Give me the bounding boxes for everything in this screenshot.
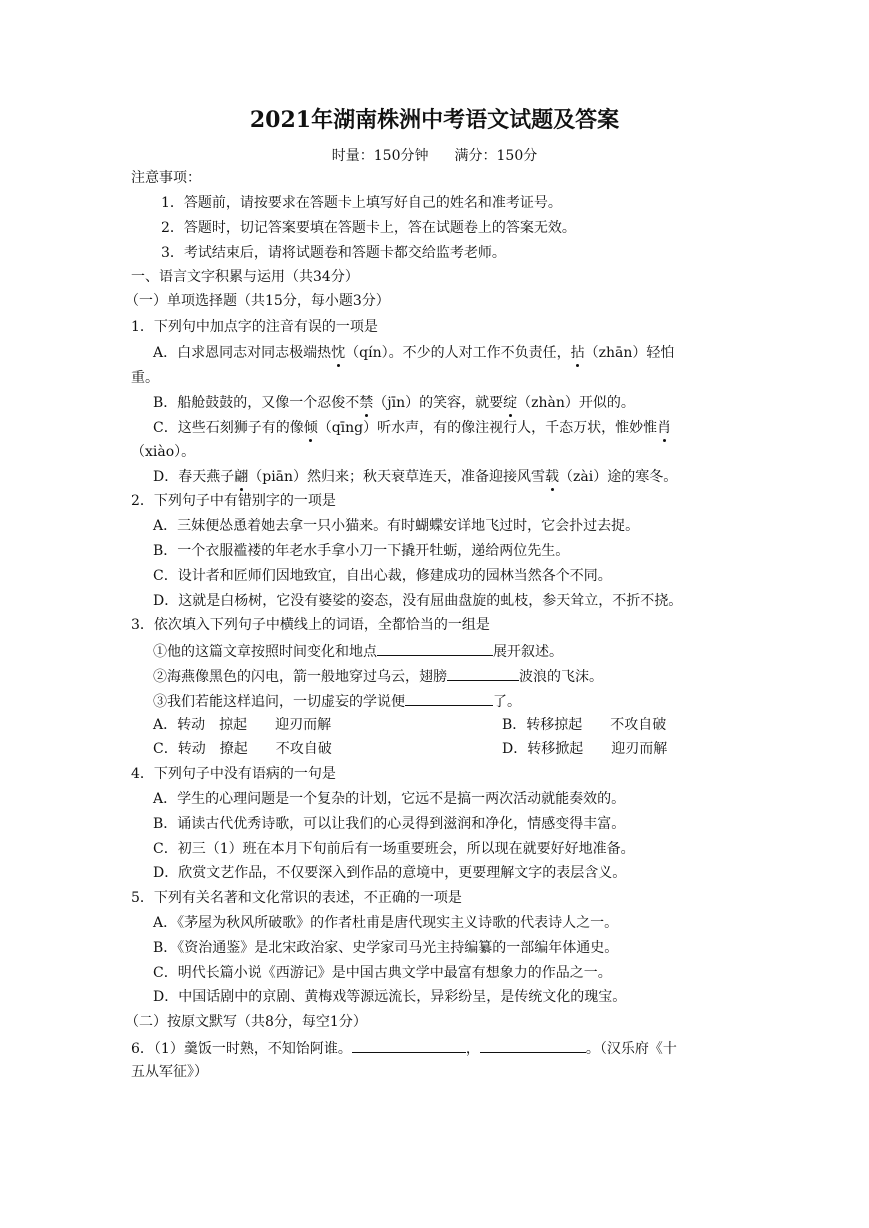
question-stem: 3．依次填入下列句子中横线上的词语，全都恰当的一组是 xyxy=(131,617,490,633)
dotted-char: 禁 xyxy=(359,395,374,411)
dotted-char: 绽 xyxy=(503,395,518,411)
page-title: 2021年湖南株洲中考语文试题及答案 xyxy=(249,107,620,133)
option-b: B．《资治通鉴》是北宋政治家、史学家司马光主持编纂的一部编年体通史。 xyxy=(153,940,619,956)
option-a-continued: 重。 xyxy=(131,370,159,386)
option-d: D．这就是白杨树，它没有婆娑的姿态，没有屈曲盘旋的虬枝，参天耸立，不折不挠。 xyxy=(153,593,683,609)
option-d: D．转移掀起 迎刃而解 xyxy=(502,741,668,757)
sentence-2: ②海燕像黑色的闪电，箭一般地穿过乌云，翅膀 波浪的飞沫。 xyxy=(153,666,603,686)
option-b: B．一个衣服褴褛的年老水手拿小刀一下撬开牡蛎，递给两位先生。 xyxy=(153,543,570,559)
answer-blank xyxy=(377,641,493,656)
part-heading: （二）按原文默写（共8分，每空1分） xyxy=(125,1014,367,1030)
sentence-1: ①他的这篇文章按照时间变化和地点 展开叙述。 xyxy=(153,641,563,661)
time-label: 时量：150分钟 xyxy=(331,148,429,164)
question-6-continued: 五从军征》） xyxy=(131,1064,208,1080)
section-heading: 一、语言文字积累与运用（共34分） xyxy=(131,269,359,285)
option-d: D．中国话剧中的京剧、黄梅戏等源远流长，异彩纷呈，是传统文化的瑰宝。 xyxy=(153,989,627,1005)
dotted-char: 载 xyxy=(545,469,560,485)
option-c-continued: （xiào）。 xyxy=(131,444,196,460)
option-c: C．明代长篇小说《西游记》是中国古典文学中最富有想象力的作品之一。 xyxy=(153,965,612,981)
notice-item: 2．答题时，切记答案要填在答题卡上，答在试题卷上的答案无效。 xyxy=(161,220,576,236)
option-c: C．初三（1）班在本月下旬前后有一场重要班会，所以现在就要好好地准备。 xyxy=(153,841,635,857)
option-d: D．欣赏文艺作品，不仅要深入到作品的意境中，更要理解文字的表层含义。 xyxy=(153,865,627,881)
question-stem: 2．下列句子中有错别字的一项是 xyxy=(131,493,336,509)
option-b: B．诵读古代优秀诗歌，可以让我们的心灵得到滋润和净化，情感变得丰富。 xyxy=(153,816,626,832)
option-a: A．白求恩同志对同志极端热忱（qín）。不少的人对工作不负责任，拈（zhān）轻怕 xyxy=(153,345,675,361)
answer-blank xyxy=(480,1038,586,1053)
option-c: C．设计者和匠师们因地致宜，自出心裁，修建成功的园林当然各个不同。 xyxy=(153,568,612,584)
option-c: C．这些石刻狮子有的像倾（qīng）听水声，有的像注视行人，千态万状，惟妙惟肖 xyxy=(153,420,672,436)
dotted-char: 拈 xyxy=(570,345,585,361)
option-d: D．春天燕子翩（piān）然归来；秋天衰草连天，准备迎接风雪载（zài）途的寒冬。 xyxy=(153,469,678,485)
question-6: 6．（1）羹饭一时熟，不知饴阿谁。 ， 。（汉乐府《十 xyxy=(131,1038,677,1058)
notice-item: 3．考试结束后，请将试题卷和答题卡都交给监考老师。 xyxy=(161,245,506,261)
dotted-char: 翩 xyxy=(234,469,249,485)
dotted-char: 倾 xyxy=(303,420,318,436)
exam-info xyxy=(0,145,869,165)
dotted-char: 忱 xyxy=(331,345,346,361)
question-stem: 5．下列有关名著和文化常识的表述，不正确的一项是 xyxy=(131,890,462,906)
question-stem: 1．下列句中加点字的注音有误的一项是 xyxy=(131,319,378,335)
option-a: A．《茅屋为秋风所破歌》的作者杜甫是唐代现实主义诗歌的代表诗人之一。 xyxy=(153,915,619,931)
option-c: C．转动 撩起 不攻自破 xyxy=(153,741,332,757)
score-label: 满分：150分 xyxy=(454,148,538,164)
option-a: A．三妹便怂恿着她去拿一只小猫来。有时蝴蝶安详地飞过时，它会扑过去捉。 xyxy=(153,518,640,534)
option-a: A．学生的心理问题是一个复杂的计划，它远不是搞一两次活动就能奏效的。 xyxy=(153,791,626,807)
answer-blank xyxy=(447,666,519,681)
option-b: B．转移掠起 不攻自破 xyxy=(502,717,667,733)
part-heading: （一）单项选择题（共15分，每小题3分） xyxy=(125,293,390,309)
question-stem: 4．下列句子中没有语病的一句是 xyxy=(131,766,336,782)
sentence-3: ③我们若能这样追问，一切虚妄的学说便 了。 xyxy=(153,691,521,711)
option-b: B．船舱鼓鼓的，又像一个忍俊不禁（jīn）的笑容，就要绽（zhàn）开似的。 xyxy=(153,395,635,411)
notice-item: 1．答题前，请按要求在答题卡上填写好自己的姓名和准考证号。 xyxy=(161,195,562,211)
answer-blank xyxy=(405,691,493,706)
notice-heading: 注意事项： xyxy=(131,170,201,186)
dotted-char: 肖 xyxy=(657,420,672,436)
option-a: A．转动 掠起 迎刃而解 xyxy=(153,717,332,733)
answer-blank xyxy=(352,1038,466,1053)
